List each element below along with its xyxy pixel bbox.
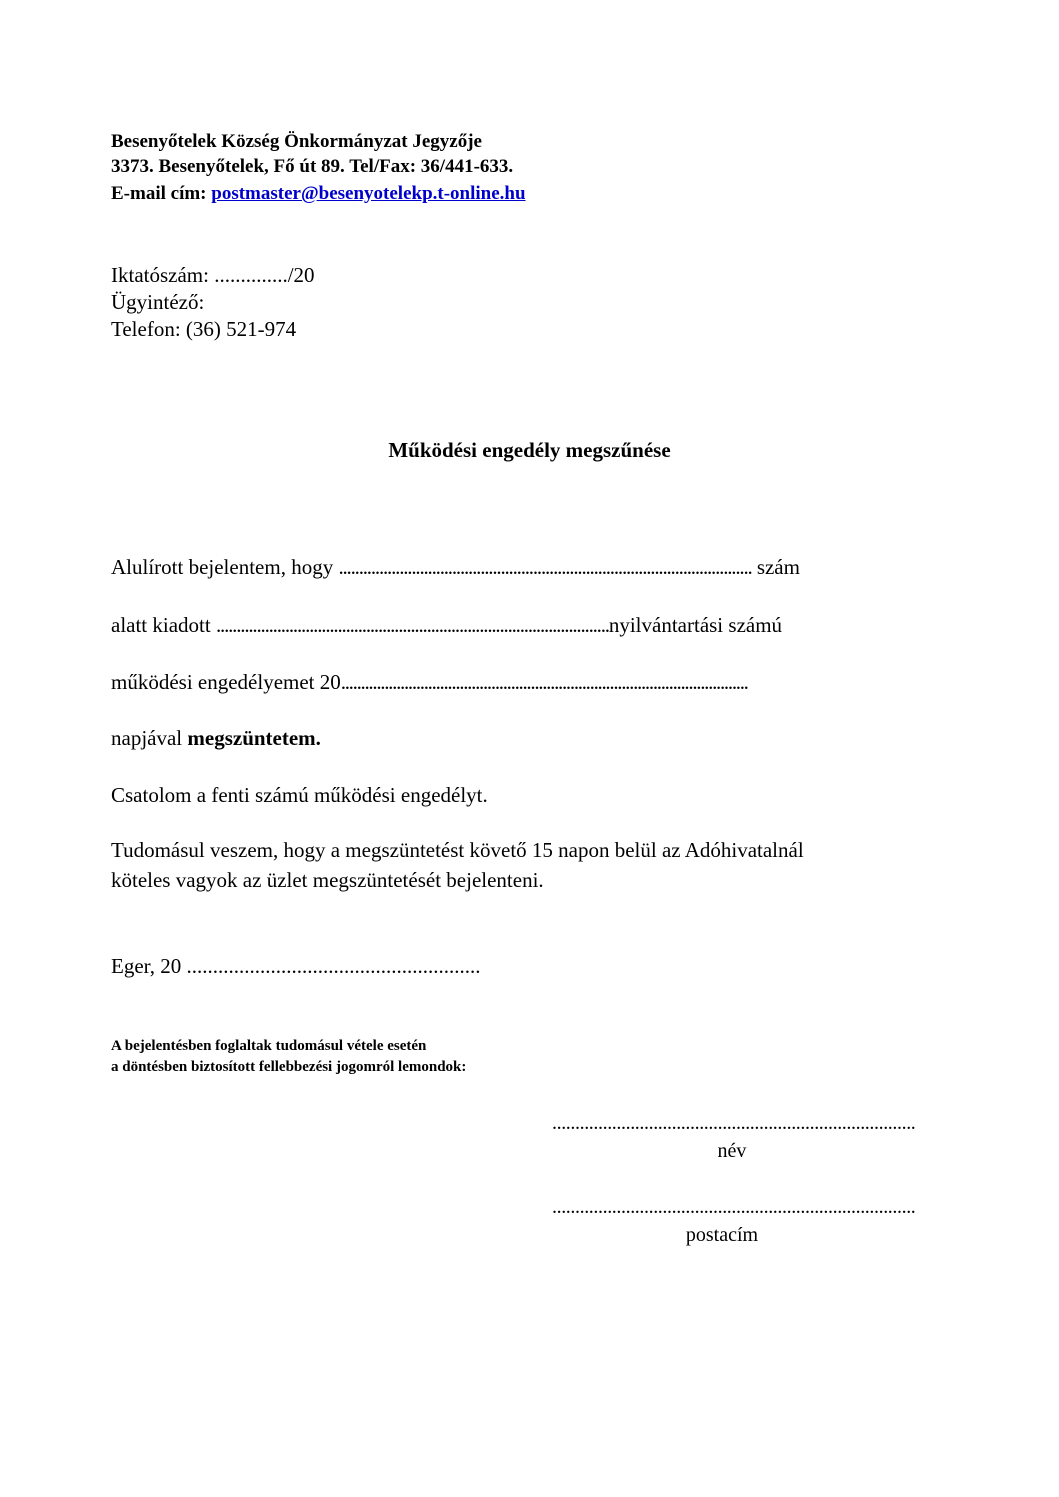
email-label: E-mail cím: <box>111 183 212 204</box>
fill-dots-permit-number: ...................................................................................................... <box>338 555 752 579</box>
office-name: Besenyőtelek Község Önkormányzat Jegyzője <box>111 131 482 152</box>
place-date-line: Eger, 20 ........................................................ <box>111 954 481 978</box>
signature-name-label: név <box>717 1140 747 1162</box>
case-officer: Ügyintéző: <box>111 290 205 314</box>
body-line-4 <box>111 724 321 752</box>
email-link[interactable]: postmaster@besenyotelekp.t-online.hu <box>211 183 526 204</box>
registration-number: Iktatószám: ............../20 <box>111 263 315 287</box>
line2-prefix: alatt kiadott <box>111 613 216 637</box>
line4-prefix: napjával <box>111 726 188 750</box>
body-line-6a: Tudomásul veszem, hogy a megszüntetést követő 15 napon belül az Adóhivatalnál <box>111 838 804 862</box>
waiver-line-2: a döntésben biztosított fellebbezési jogomról lemondok: <box>111 1059 467 1075</box>
line2-suffix: nyilvántartási számú <box>608 613 783 637</box>
body-line-2 <box>111 611 782 639</box>
signature-address-label: postacím <box>685 1224 759 1246</box>
waiver-line-1: A bejelentésben foglaltak tudomásul vétele esetén <box>111 1038 427 1054</box>
signature-address-dots: ............................................................................... <box>552 1196 916 1218</box>
body-line-1 <box>111 553 800 581</box>
fill-dots-date: ....................................................................................................... <box>340 670 748 694</box>
line4-bold: megszüntetem. <box>187 726 321 750</box>
line1-suffix: szám <box>751 555 800 579</box>
line1-prefix: Alulírott bejelentem, hogy <box>111 555 339 579</box>
office-address: 3373. Besenyőtelek, Fő út 89. Tel/Fax: 36/441-633. <box>111 156 514 177</box>
body-line-6b: köteles vagyok az üzlet megszüntetését bejelenteni. <box>111 868 544 892</box>
body-line-5: Csatolom a fenti számú működési engedélyt. <box>111 783 488 807</box>
signature-name-dots: ............................................................................... <box>552 1112 916 1134</box>
email-line <box>111 182 526 206</box>
line3-prefix: működési engedélyemet 20 <box>111 670 341 694</box>
phone-number: Telefon: (36) 521-974 <box>111 317 297 341</box>
fill-dots-registry-number: ................................................................................................. <box>215 613 609 637</box>
body-line-3 <box>111 668 748 696</box>
document-title: Működési engedély megszűnése <box>388 438 671 462</box>
